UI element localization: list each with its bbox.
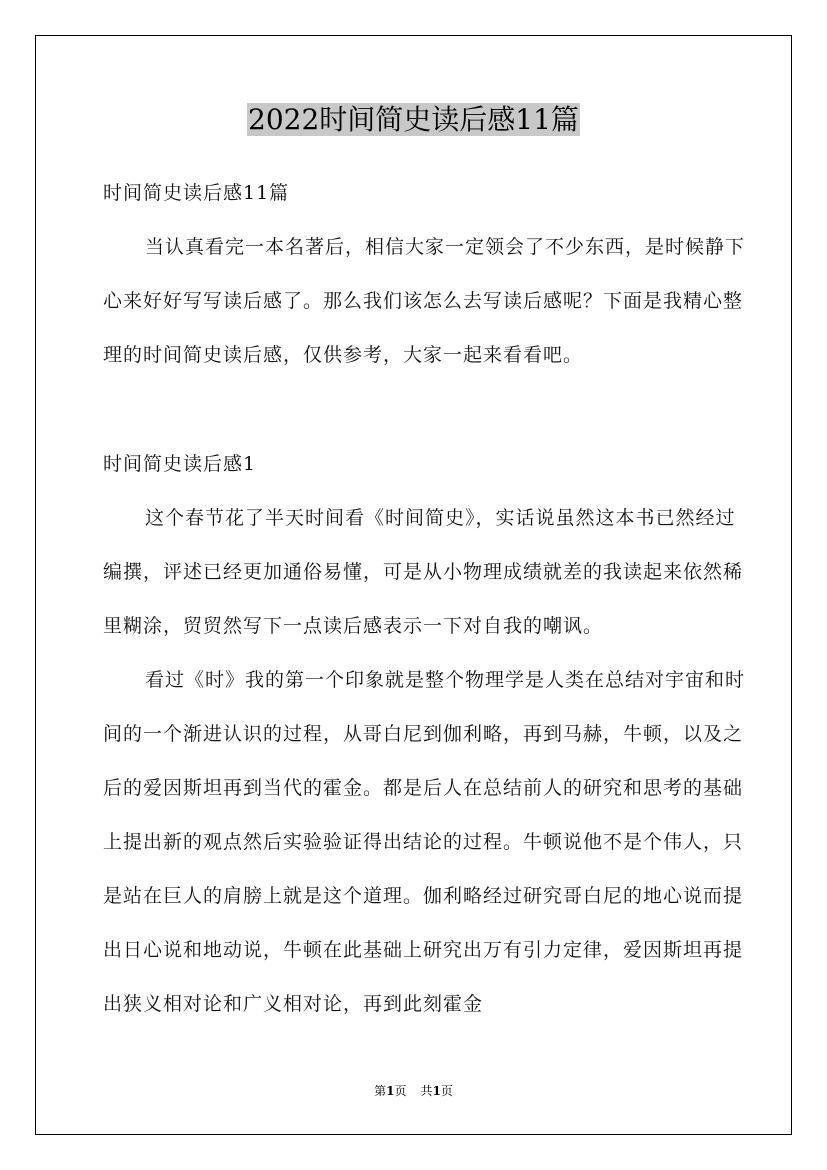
document-title [0, 100, 827, 140]
footer-total-prefix: 共 [420, 1084, 433, 1098]
intro-paragraph: 当认真看完一本名著后，相信大家一定领会了不少东西，是时候静下心来好好写写读后感了。那么我们该怎么去写读后感呢？下面是我精心整理的时间简史读后感，仅供参考，大家一起来看看吧。 [103, 236, 746, 366]
essay-1-paragraph-1: 这个春节花了半天时间看《时间简史》，实话说虽然这本书已然经过编撰，评述已经更加通俗易懂，可是从小物理成绩就差的我读起来依然稀里糊涂，贸贸然写下一点读后感表示一下对自我的嘲讽。 [103, 507, 744, 637]
footer-page-suffix: 页 [394, 1084, 407, 1098]
footer-page-number: 1 [386, 1084, 395, 1098]
footer-page-prefix: 第 [374, 1084, 387, 1098]
section-heading-intro: 时间简史读后感11篇 [103, 182, 290, 204]
essay-1-paragraph-2: 看过《时》我的第一个印象就是整个物理学是人类在总结对宇宙和时间的一个渐进认识的过程，从哥白尼到伽利略，再到马赫，牛顿，以及之后的爱因斯坦再到当代的霍金。都是后人在总结前人的研究和思考的基础上提出新的观点然后实验验证得出结论的过程。牛顿说他不是个伟人，只是站在巨人的肩膀上就是这个道理。伽利略经过研究哥白尼的地心说而提出日心说和地动说，牛顿在此基础上研究出万有引力定律，爱因斯坦再提出狭义相对论和广义相对论，再到此刻霍金 [103, 669, 746, 1015]
footer-total-suffix: 页 [440, 1084, 453, 1098]
section-heading-essay-1: 时间简史读后感1 [103, 453, 257, 475]
page-footer [0, 1082, 827, 1099]
title-text: 2022时间简史读后感11篇 [248, 103, 579, 136]
footer-total-number: 1 [432, 1084, 441, 1098]
